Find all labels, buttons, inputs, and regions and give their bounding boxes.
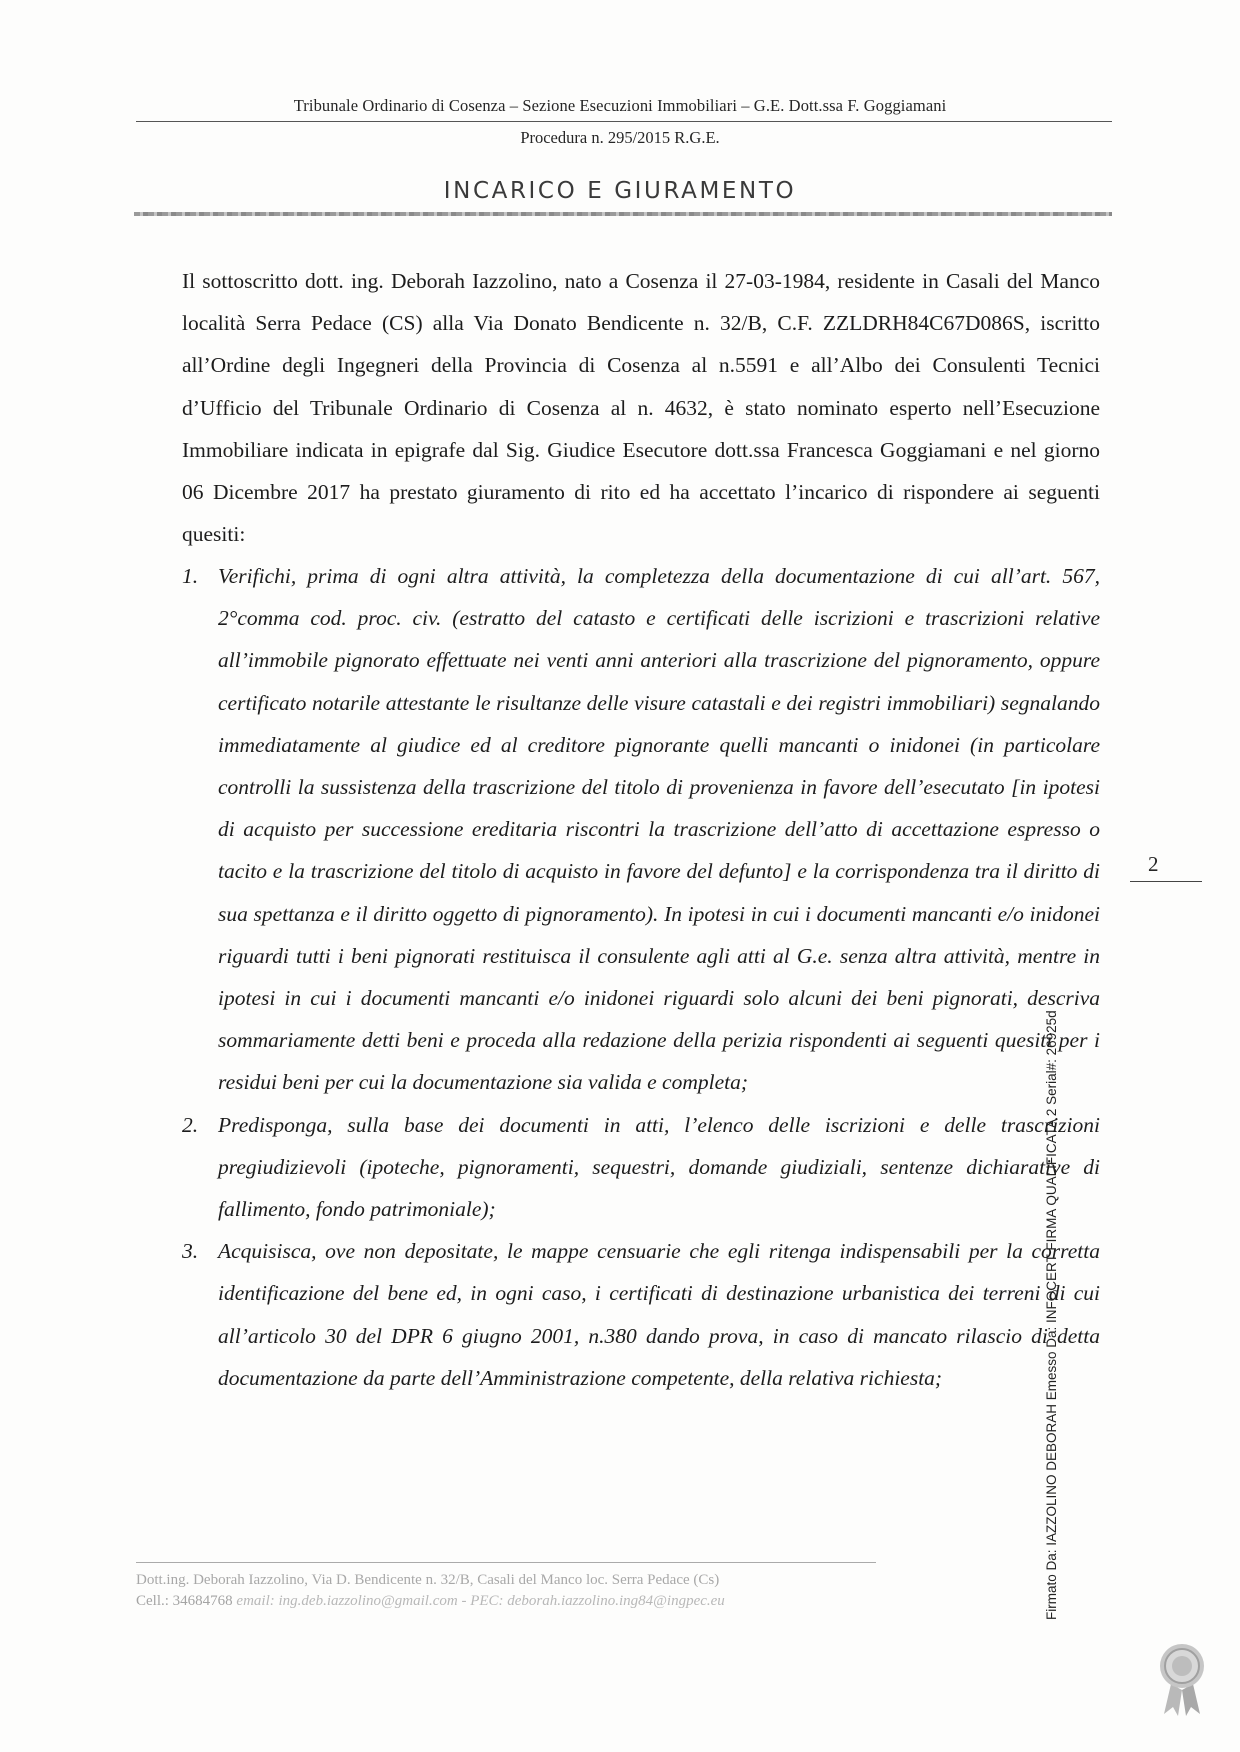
list-item [182,1230,1100,1399]
digital-signature-stamp: Firmato Da: IAZZOLINO DEBORAH Emesso Da: INFOCERT FIRMA QUALIFICATA 2 Serial#: 26925d [1044,1010,1059,1620]
item-number: 3. [182,1239,199,1264]
footer-divider [136,1562,876,1563]
header-divider [136,121,1112,122]
list-item [182,555,1100,1104]
procedure-number: Procedura n. 295/2015 R.G.E. [520,128,720,147]
item-number: 2. [182,1112,199,1137]
page-number-underline [1130,881,1202,882]
footer [136,1570,896,1612]
item-number: 1. [182,564,199,588]
item-text: Acquisisca, ove non depositate, le mappe censuarie che egli ritenga indispensabili per la corretta identificazione del bene ed, in ogni caso, i certificati di destinazione urbanistica dei terreni di cui all’articolo 30 del DPR 6 giugno 2001, n.380 dando prova, in caso di mancato rilascio di detta documentazione da parte dell’Amministrazione competente, della relativa richiesta; [218,1239,1100,1390]
title-divider [134,212,1112,216]
list-item [182,1104,1100,1231]
footer-address: Dott.ing. Deborah Iazzolino, Via D. Bendicente n. 32/B, Casali del Manco loc. Serra Pedace (Cs) [136,1572,720,1588]
court-header: Tribunale Ordinario di Cosenza – Sezione Esecuzioni Immobiliari – G.E. Dott.ssa F. Goggiamani [293,96,947,115]
item-text: Verifichi, prima di ogni altra attività, la completezza della documentazione di cui all’art. 567, 2°comma cod. proc. civ. (estratto del catasto e certificati delle iscrizioni e trascrizioni relative all’immobile pignorato effettuate nei venti anni anteriori alla trascrizione del pignoramento, oppure certificato notarile attestante le risultanze delle visure catastali e dei registri immobiliari) segnalando immediatamente al giudice ed al creditore pignorante quelli mancanti o inidonei (in particolare controlli la sussistenza della trascrizione del titolo di provenienza in favore dell’esecutato [in ipotesi di acquisto per successione ereditaria riscontri la trascrizione dell’atto di accettazione espresso o tacito e la trascrizione del titolo di acquisto in favore del defunto] e la corrispondenza tra il diritto di sua spettanza e il diritto oggetto di pignoramento). In ipotesi in cui i documenti mancanti e/o inidonei riguardi tutti i beni pignorati restituisca il consulente agli atti al G.e. senza altra attività, mentre in ipotesi in cui i documenti mancanti e/o inidonei riguardi solo alcuni dei beni pignorati, descriva sommariamente detti beni e proceda alla redazione della perizia rispondenti ai seguenti quesiti per i residui beni per cui la documentazione sia valida e completa; [218,564,1100,1095]
quesiti-list [182,555,1100,1399]
item-text: Predisponga, sulla base dei documenti in atti, l’elenco delle iscrizioni e delle trascrizioni pregiudizievoli (ipoteche, pignoramenti, sequestri, domande giudiziali, sentenze dichiarative di fallimento, fondo patrimoniale); [218,1112,1100,1222]
page-number: 2 [1148,852,1159,876]
seal-ribbon-icon [1156,1640,1208,1718]
footer-cell: Cell.: 34684768 [136,1593,233,1609]
section-title: INCARICO E GIURAMENTO [443,178,797,204]
intro-text: Il sottoscritto dott. ing. Deborah Iazzolino, nato a Cosenza il 27-03-1984, residente in Casali del Manco località Serra Pedace (CS) alla Via Donato Bendicente n. 32/B, C.F. ZZLDRH84C67D086S, iscritto all’Ordine degli Ingegneri della Provincia di Cosenza al n.5591 e all’Albo dei Consulenti Tecnici d’Ufficio del Tribunale Ordinario di Cosenza al n. 4632, è stato nominato esperto nell’Esecuzione Immobiliare indicata in epigrafe dal Sig. Giudice Esecutore dott.ssa Francesca Goggiamani e nel giorno 06 Dicembre 2017 ha prestato giuramento di rito ed ha accettato l’incarico di rispondere ai seguenti quesiti: [182,269,1100,547]
intro-paragraph [182,260,1100,555]
footer-contacts: email: ing.deb.iazzolino@gmail.com - PEC: deborah.iazzolino.ing84@ingpec.eu [236,1593,725,1609]
